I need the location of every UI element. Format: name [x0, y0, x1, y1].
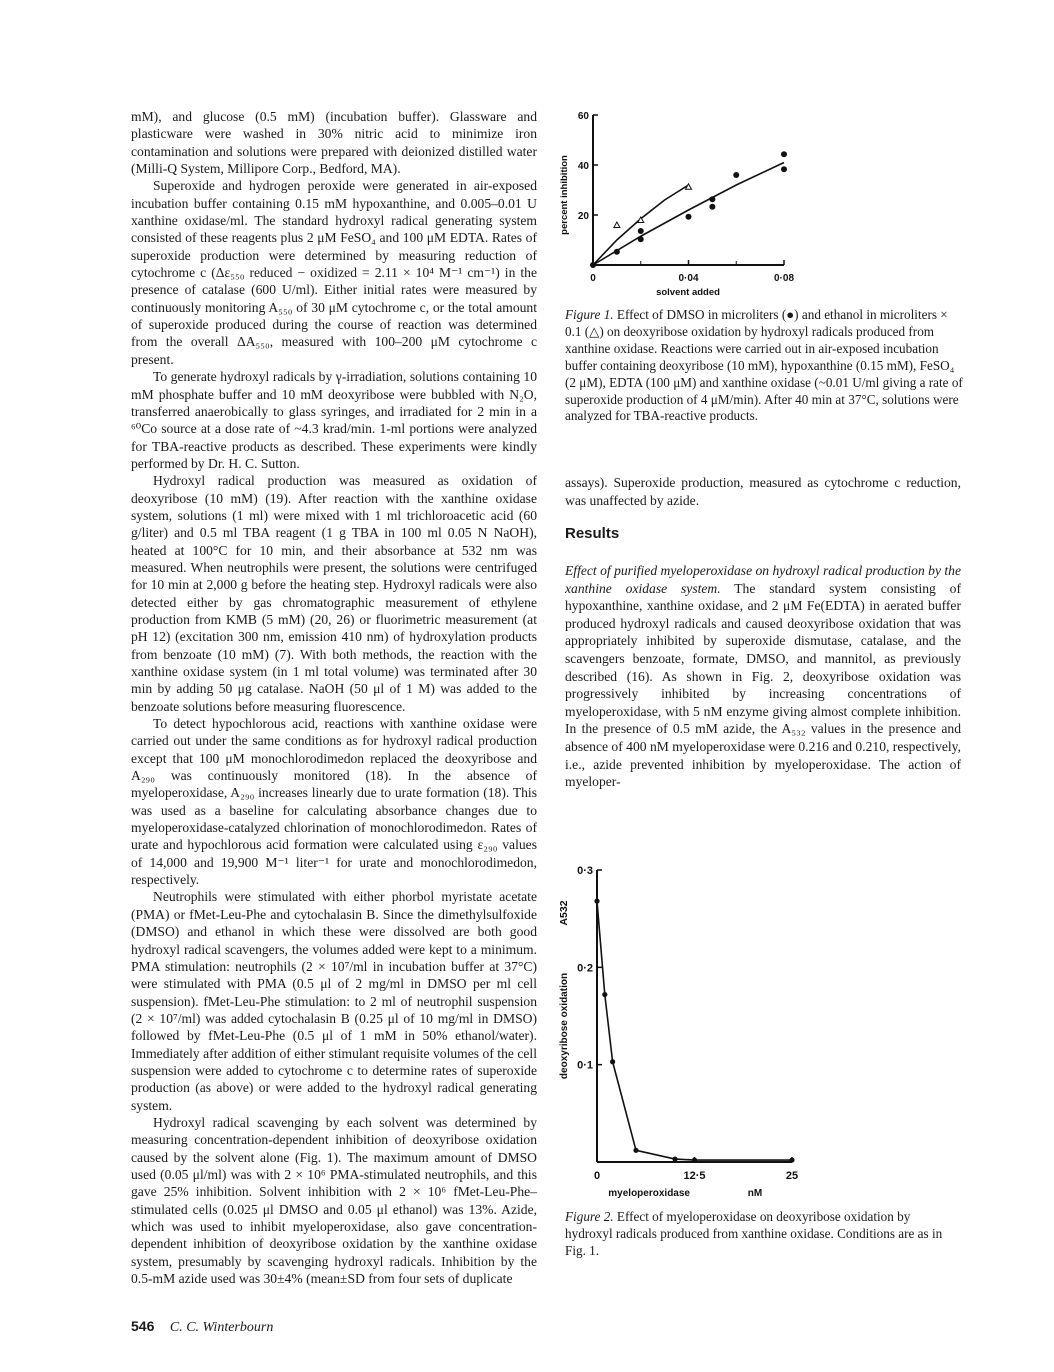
x-tick-label: 0·08 [773, 273, 795, 284]
data-point-circle [614, 249, 620, 255]
figure-1-caption [565, 307, 965, 425]
data-point-circle [781, 151, 787, 157]
data-point-circle [686, 214, 692, 220]
data-point-circle [789, 1157, 794, 1162]
x-tick-label: 0·04 [678, 273, 699, 284]
paragraph: mM), and glucose (0.5 mM) (incubation buffer). Glassware and plasticware were washed in 30% nitric acid to minimize iron contamination and solutions were prepared with deionized distilled water (Milli-Q System, Millipore Corp., Bedford, MA). [131, 109, 537, 177]
page-number: 546 [131, 1318, 155, 1335]
figure-2-caption [565, 1209, 960, 1260]
data-point-triangle [614, 222, 620, 228]
paragraph: Neutrophils were stimulated with either phorbol myristate acetate (PMA) or fMet-Leu-Phe and cytochalasin B. Since the dimethylsulfoxide (DMSO) and ethanol in which these were dissolved are both good hydroxyl radical scavengers, the volumes added were kept to a minimum. PMA stimulation: neutrophils (2 × 10⁷/ml in incubation buffer at 37°C) were stimulated with PMA (0.5 μl of 2 mg/ml in DMSO per ml cell suspension). fMet-Leu-Phe stimulation: to 2 ml of neutrophil suspension (2 × 10⁷/ml) was added cytochalasin B (0.25 μl of 10 mg/ml in DMSO) followed by fMet-Leu-Phe (0.5 μl of 1 mM in 50% ethanol/water). Immediately after addition of either stimulant requisite volumes of the cell suspension were added to cytochrome c to determine rates of superoxide production (as above) or were added to the hydroxyl radical generating system. [131, 889, 537, 1113]
y-tick-label: 20 [577, 211, 589, 222]
right-column [545, 100, 970, 1259]
running-author: C. C. Winterbourn [169, 1320, 274, 1336]
paragraph: Hydroxyl radical production was measured as oxidation of deoxyribose (10 mM) (19). After reaction with the xanthine oxidase system, solutions (1 ml) were mixed with 1 ml trichloroacetic acid (60 g/liter) and 0.5 ml TBA reagent (1 g TBA in 100 ml 0.05 N NaOH), heated at 100°C for 10 min, and their absorbance at 532 nm was measured. When neutrophils were present, the solutions were centrifuged for 10 min at 2,000 g before the heating step. Hydroxyl radicals were also detected either by gas chromatographic measurement of ethylene production from KMB (5 mM) (20, 26) or fluorimetric measurement (at pH 12) (excitation 300 nm, emission 410 nm) of hydroxylation products from benzoate (10 mM) (7). With both methods, the reaction with the xanthine oxidase system (in 1 ml total volume) was terminated after 30 min by adding 50 μg catalase. NaOH (50 μl of 1 M) was added to the benzoate solutions before measuring fluorescence. [131, 473, 537, 714]
page-footer [131, 1317, 537, 1337]
data-point-circle [781, 166, 787, 172]
x-axis-unit: nM [747, 1187, 763, 1199]
paragraph: To generate hydroxyl radicals by γ-irradiation, solutions containing 10 mM phosphate buffer and 10 mM deoxyribose were bubbled with N₂O, transferred anaerobically to glass syringes, and irradiated for 2 min in a ⁶⁰Co source at a dose rate of ~4.3 krad/min. 1-ml portions were analyzed for TBA-reactive products as described. These experiments were kindly performed by Dr. H. C. Sutton. [131, 369, 537, 471]
data-point-circle [633, 1147, 638, 1152]
caption-text: Effect of myeloperoxidase on deoxyribose oxidation by hydroxyl radicals produced from xanthine oxidase. Conditions are as in Fig. 1. [565, 1208, 943, 1258]
paragraph: To detect hypochlorous acid, reactions with xanthine oxidase were carried out under the same conditions as for hydroxyl radical production except that 100 μM monochlorodimedon replaced the deoxyribose and A₂₉₀ was continuously monitored (18). In the absence of myeloperoxidase, A₂₉₀ increases linearly due to urate formation (18). This was used as a baseline for calculating absorbance changes due to myeloperoxidase-catalyzed chlorination of monochlorodimedon. Rates of urate and hypochlorous acid formation were calculated using ε₂₉₀ values of 14,000 and 19,900 M⁻¹ liter⁻¹ for urate and monochlorodimedon, respectively. [131, 716, 537, 888]
results-section [565, 562, 961, 791]
data-point-circle [672, 1156, 677, 1161]
caption-label: Figure 1. [565, 307, 614, 322]
y-tick-label: 0·2 [577, 962, 593, 975]
data-point-circle [638, 228, 644, 234]
left-column [131, 108, 537, 1287]
paragraph: assays). Superoxide production, measured as cytochrome c reduction, was unaffected by azide. [565, 475, 961, 508]
data-point-circle [692, 1157, 697, 1162]
paragraph: The standard system consisting of hypoxanthine, xanthine oxidase, and 2 μM Fe(EDTA) in aerated buffer produced hydroxyl radicals and caused deoxyribose oxidation that was appropriately inhibited by superoxide dismutase, catalase, and the scavengers benzoate, formate, DMSO, and mannitol, as previously described (16). As shown in Fig. 2, deoxyribose oxidation was progressively inhibited by increasing concentrations of myeloperoxidase, with 5 nM enzyme giving almost complete inhibition. In the presence of 0.5 mM azide, the A₅₃₂ values in the presence and absence of 400 nM myeloperoxidase were 0.216 and 0.210, respectively, i.e., azide prevented inhibition by myeloperoxidase. The action of myeloper- [565, 580, 961, 790]
y-tick-label: 0·1 [577, 1059, 593, 1072]
left-column-wrapper [131, 108, 537, 1337]
y-axis-unit: A532 [558, 900, 570, 926]
right-column-continuation [565, 474, 961, 509]
x-tick-label: 25 [785, 1169, 799, 1182]
data-point-circle [602, 992, 607, 997]
x-tick-label: 0 [593, 1169, 601, 1182]
data-point-circle [610, 1059, 615, 1064]
y-tick-label: 0·3 [577, 864, 593, 877]
x-tick-label: 12·5 [683, 1169, 706, 1182]
results-heading: Results [565, 525, 620, 543]
x-tick-label: 0 [590, 273, 596, 284]
caption-label: Figure 2. [565, 1208, 614, 1224]
data-point-circle [733, 172, 739, 178]
y-tick-label: 40 [577, 161, 589, 172]
y-axis-label: deoxyribose oxidation [559, 972, 570, 1079]
y-tick-label: 60 [577, 111, 589, 122]
paragraph: Superoxide and hydrogen peroxide were generated in air-exposed incubation buffer containing 0.15 mM hypoxanthine, and 0.005–0.01 U xanthine oxidase/ml. The standard hydroxyl radical generating system consisted of these reagents plus 2 μM FeSO₄ and 100 μM EDTA. Rates of superoxide production were determined by measuring reduction of cytochrome c (Δε₅₅₀ reduced − oxidized = 2.11 × 10⁴ M⁻¹ cm⁻¹) in the presence of catalase (600 U/ml). Either initial rates were measured by continuously monitoring A₅₅₀ of 30 μM cytochrome c, or the total amount of superoxide produced during the course of reaction was determined from the overall ΔA₅₅₀, measured with 100–200 μM cytochrome c present. [131, 178, 537, 367]
y-axis-label: percent inhibition [559, 155, 570, 235]
x-axis-label: myeloperoxidase [608, 1187, 690, 1199]
data-point-circle [638, 236, 644, 242]
series-line [597, 901, 792, 1160]
caption-text: Effect of DMSO in microliters (●) and ethanol in microliters × 0.1 (△) on deoxyribose oxidation by hydroxyl radicals produced from xanthine oxidase. Reactions were carried out in air-exposed incubation buffer containing deoxyribose (10 mM), hypoxanthine (0.15 mM), FeSO₄ (2 μM), EDTA (100 μM) and xanthine oxidase (~0.01 U/ml giving a rate of superoxide production of 4 μM/min). After 40 min at 37°C, solutions were analyzed for TBA-reactive products. [565, 307, 963, 424]
figure-1-chart [545, 100, 835, 305]
figure-2-chart [545, 851, 825, 1206]
data-point-circle [709, 196, 715, 202]
data-point-circle [594, 898, 599, 903]
series-line [593, 185, 689, 265]
paragraph: Hydroxyl radical scavenging by each solvent was determined by measuring concentration-dependent inhibition of deoxyribose oxidation caused by the solvent alone (Fig. 1). The maximum amount of DMSO used (0.05 μl/ml) was with 2 × 10⁶ PMA-stimulated neutrophils, and this gave 25% inhibition. Solvent inhibition with 2 × 10⁶ fMet-Leu-Phe–stimulated cells (0.025 μl DMSO and 0.05 μl ethanol) was 13%. Azide, which was used to inhibit myeloperoxidase, also gave concentration-dependent inhibition of deoxyribose oxidation by the xanthine oxidase system, presumably by scavenging hydroxyl radicals. Inhibition by the 0.5-mM azide used was 30±4% (mean±SD from four sets of duplicate [131, 1114, 537, 1287]
data-point-circle [709, 204, 715, 210]
x-axis-label: solvent added [656, 287, 720, 298]
results-subheading: Effect of purified myeloperoxidase on hydroxyl radical production by the xanthine oxidase system. [565, 563, 962, 596]
